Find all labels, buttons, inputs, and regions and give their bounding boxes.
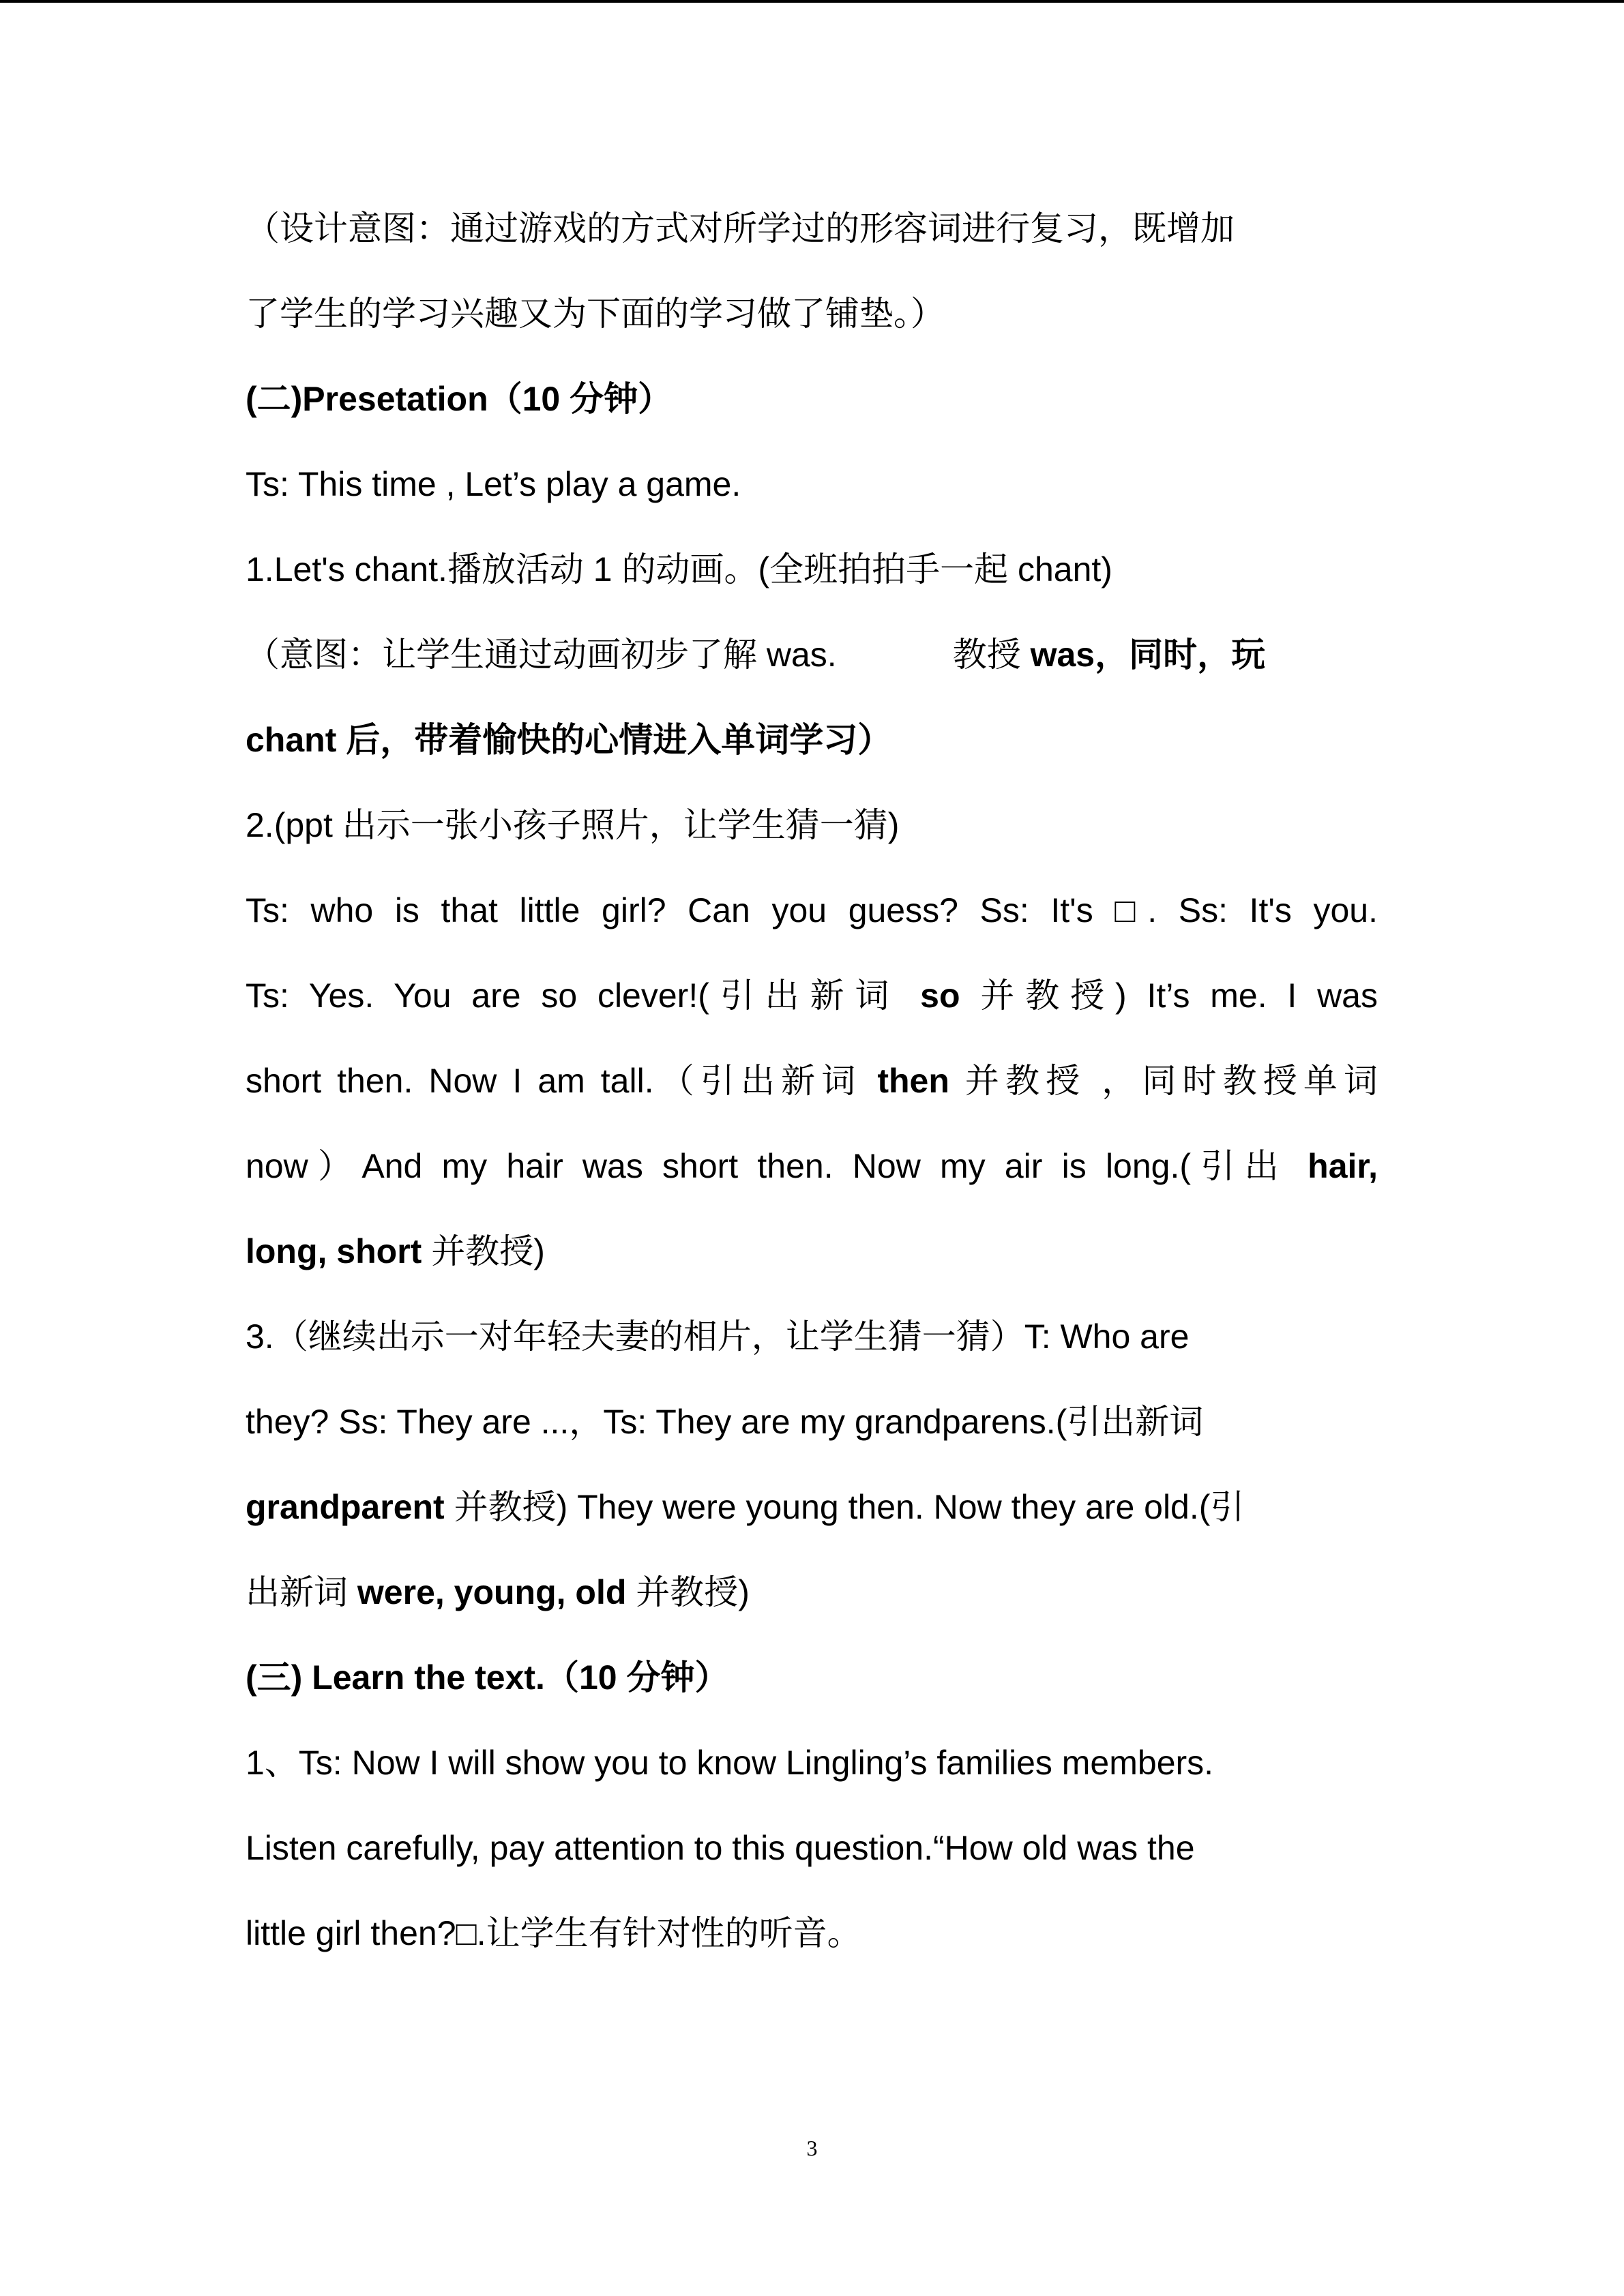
section-heading-learn-text-text: (三) Learn the text.（10 分钟）: [246, 1658, 729, 1697]
paragraph-line: little girl then?□.让学生有针对性的听音。: [246, 1914, 861, 1952]
paragraph-line: [246, 1057, 1378, 1105]
paragraph-line: Listen carefully, pay attention to this question.“How old was the: [246, 1829, 1195, 1867]
paragraph-line: [246, 631, 1378, 679]
bold-text-run: was，同时，玩: [1020, 636, 1266, 674]
paragraph-line: [246, 1142, 1378, 1190]
paragraph-line: [246, 1483, 1378, 1531]
design-intent-line-1: （设计意图：通过游戏的方式对所学过的形容词进行复习，既增加: [246, 209, 1235, 248]
text-run: 教授: [952, 636, 1021, 674]
section-heading-learn-text: [246, 1654, 1378, 1701]
paragraph-line: [246, 1227, 1378, 1275]
text-run: Ts: Yes. You are so clever!(引出新词: [246, 976, 921, 1015]
section-heading-presentation: [246, 375, 1378, 423]
bold-text-run: then: [877, 1062, 949, 1100]
bold-text-run: long, short: [246, 1232, 422, 1270]
text-run: 并教授) It’s me. I was: [960, 976, 1378, 1015]
text-run: short then. Now I am tall.（引出新词: [246, 1062, 878, 1100]
bold-text-run: grandparent: [246, 1488, 445, 1526]
text-run: 并教授) They were young then. Now they are old.(引: [444, 1488, 1245, 1526]
bold-text-run: hair,: [1308, 1147, 1378, 1185]
paragraph-line: they? Ss: They are ...，Ts: They are my grandparens.(引出新词: [246, 1403, 1204, 1441]
page-number: 3: [806, 2136, 818, 2160]
bold-text-run: were, young, old: [357, 1573, 627, 1611]
text-run: （意图：让学生通过动画初步了解 was.: [246, 636, 837, 674]
text-run: 出新词: [246, 1573, 357, 1611]
paragraph-line: [246, 972, 1378, 1019]
text-run: 并教授): [422, 1232, 545, 1270]
section-heading-presentation-text: (二)Presetation（10 分钟）: [246, 380, 673, 418]
paragraph-line: 2.(ppt 出示一张小孩子照片，让学生猜一猜): [246, 806, 900, 844]
paragraph-line: 3.（继续出示一对年轻夫妻的相片，让学生猜一猜）T: Who are: [246, 1317, 1190, 1356]
page-top-border: [0, 0, 1624, 3]
paragraph-line: Ts: who is that little girl? Can you guess? Ss: It's □. Ss: It's you.: [246, 891, 1378, 929]
paragraph-line: [246, 1568, 1378, 1616]
text-run: 并教授): [626, 1573, 750, 1611]
text-run: 并教授 ，同时教授单词: [949, 1062, 1378, 1100]
bold-text-run: chant 后，带着愉快的心情进入单词学习）: [246, 721, 892, 759]
paragraph-line: Ts: This time , Let’s play a game.: [246, 465, 741, 503]
paragraph-line: [246, 716, 1378, 764]
paragraph-line: 1.Let's chant.播放活动 1 的动画。(全班拍拍手一起 chant): [246, 550, 1112, 588]
bold-text-run: so: [920, 976, 960, 1015]
paragraph-line: 1、Ts: Now I will show you to know Lingling’s families members.: [246, 1744, 1214, 1782]
design-intent-line-2: 了学生的学习兴趣又为下面的学习做了铺垫。）: [246, 295, 945, 333]
text-run: now）And my hair was short then. Now my air is long.(引出: [246, 1147, 1308, 1185]
